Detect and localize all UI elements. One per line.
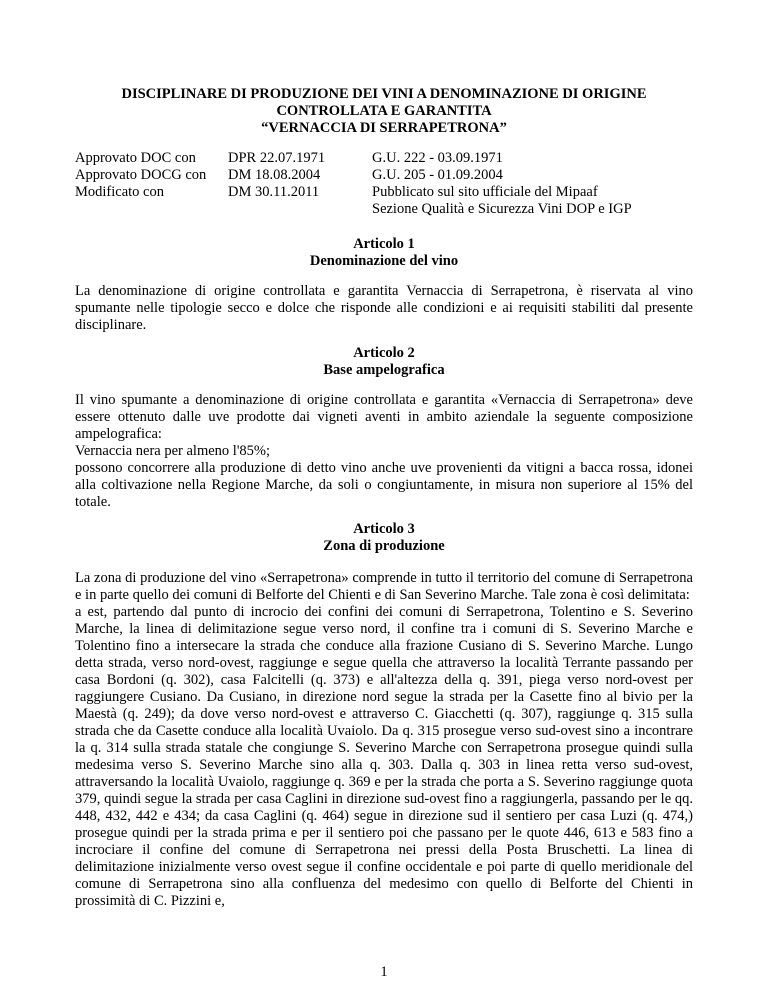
article-3-paragraph: La zona di produzione del vino «Serrapetrona» comprende in tutto il territorio del comune di Serrapetrona e in parte quello dei comuni di Belforte del Chienti e di San Severino Marche. Tale zona è così delimitata: bbox=[75, 570, 693, 603]
approval-notes bbox=[372, 150, 632, 218]
approval-decree: DPR 22.07.1971 bbox=[228, 150, 326, 166]
document-title bbox=[80, 86, 688, 137]
approval-labels bbox=[75, 150, 206, 201]
approval-label: Modificato con bbox=[75, 184, 164, 200]
title-line-3: “VERNACCIA DI SERRAPETRONA” bbox=[261, 120, 507, 136]
approval-label: Approvato DOCG con bbox=[75, 167, 207, 183]
article-1-number: Articolo 1 bbox=[353, 236, 415, 252]
approval-label: Approvato DOC con bbox=[75, 150, 196, 166]
article-3-paragraph: a est, partendo dal punto di incrocio dei confini dei comuni di Serrapetrona, Tolentino e S. Severino Marche, la linea di delimitazione segue verso nord, il confine tra i comuni di S. Severino Marche e Tolentino fino a intersecare la strada che conduce alla frazione Cusiano di S. Severino Marche. Lungo detta strada, verso nord-ovest, raggiunge e segue quella che attraverso la località Terrante passando per casa Bordoni (q. 302), casa Falcitelli (q. 373) e all'altezza della q. 391, piega verso nord-ovest per raggiungere Cusiano. Da Cusiano, in direzione nord segue la strada per la Casette fino al bivio per la Maestà (q. 249); da dove verso nord-ovest e attraverso C. Giacchetti (q. 307), raggiunge q. 315 sulla strada che da Casette conduce alla località Uvaiolo. Da q. 315 prosegue verso sud-ovest sino a incontrare la q. 314 sulla strada statale che congiunge S. Severino Marche con Serrapetrona prosegue quindi sulla medesima verso S. Severino Marche sino alla q. 303. Dalla q. 303 in linea retta verso sud-ovest, attraversando la località Uvaiolo, raggiunge q. 369 e per la strada che porta a S. Severino raggiunge quota 379, quindi segue la strada per casa Caglini in direzione sud-ovest fino a raggiungerla, passando per le qq. 448, 432, 442 e 434; da casa Caglini (q. 464) segue in direzione sud il sentiero per casa Luzi (q. 474,) prosegue quindi per la strada prima e per il sentiero poi che passano per le quote 446, 613 e 583 fino a incrociare il confine del comune di Serrapetrona nei pressi della Posta Bruschetti. La linea di delimitazione inizialmente verso ovest segue il confine occidentale e poi parte di quello meridionale del comune di Serrapetrona sino alla confluenza del medesimo con quello di Belforte del Chienti in prossimità di C. Pizzini e, bbox=[75, 604, 693, 909]
title-line-1: DISCIPLINARE DI PRODUZIONE DEI VINI A DENOMINAZIONE DI ORIGINE bbox=[121, 86, 647, 102]
article-1-heading: Denominazione del vino bbox=[309, 253, 459, 269]
article-3-heading: Zona di produzione bbox=[323, 538, 445, 554]
approval-note: Pubblicato sul sito ufficiale del Mipaaf bbox=[372, 184, 598, 200]
article-2-heading: Base ampelografica bbox=[323, 362, 445, 378]
article-2-header bbox=[75, 345, 693, 379]
article-2-paragraph: possono concorrere alla produzione di detto vino anche uve provenienti da vitigni a bacca rossa, idonei alla coltivazione nella Regione Marche, da soli o congiuntamente, in misura non superiore al 15% del totale. bbox=[75, 460, 693, 510]
approval-decrees bbox=[228, 150, 325, 201]
article-2-number: Articolo 2 bbox=[353, 345, 415, 361]
approval-decree: DM 30.11.2011 bbox=[228, 184, 320, 200]
article-1-text: La denominazione di origine controllata e garantita Vernaccia di Serrapetrona, è riservata al vino spumante nelle tipologie secco e dolce che risponde alle condizioni e ai requisiti stabiliti dal presente disciplinare. bbox=[75, 283, 693, 333]
article-3-body bbox=[75, 570, 693, 910]
approval-note: G.U. 205 - 01.09.2004 bbox=[372, 167, 503, 183]
title-line-2: CONTROLLATA E GARANTITA bbox=[276, 103, 492, 119]
article-3-header bbox=[75, 521, 693, 555]
approval-note: G.U. 222 - 03.09.1971 bbox=[372, 150, 503, 166]
page-number: 1 bbox=[380, 964, 388, 980]
article-2-paragraph: Vernaccia nera per almeno l'85%; bbox=[75, 443, 271, 459]
article-2-paragraph: Il vino spumante a denominazione di origine controllata e garantita «Vernaccia di Serrapetrona» deve essere ottenuto dalle uve prodotte dai vigneti aventi in ambito aziendale la seguente composizione ampelografica: bbox=[75, 392, 693, 442]
article-3-number: Articolo 3 bbox=[353, 521, 415, 537]
approval-note: Sezione Qualità e Sicurezza Vini DOP e IGP bbox=[372, 201, 632, 217]
article-2-body bbox=[75, 392, 693, 511]
approval-decree: DM 18.08.2004 bbox=[228, 167, 321, 183]
article-1-header bbox=[75, 236, 693, 270]
